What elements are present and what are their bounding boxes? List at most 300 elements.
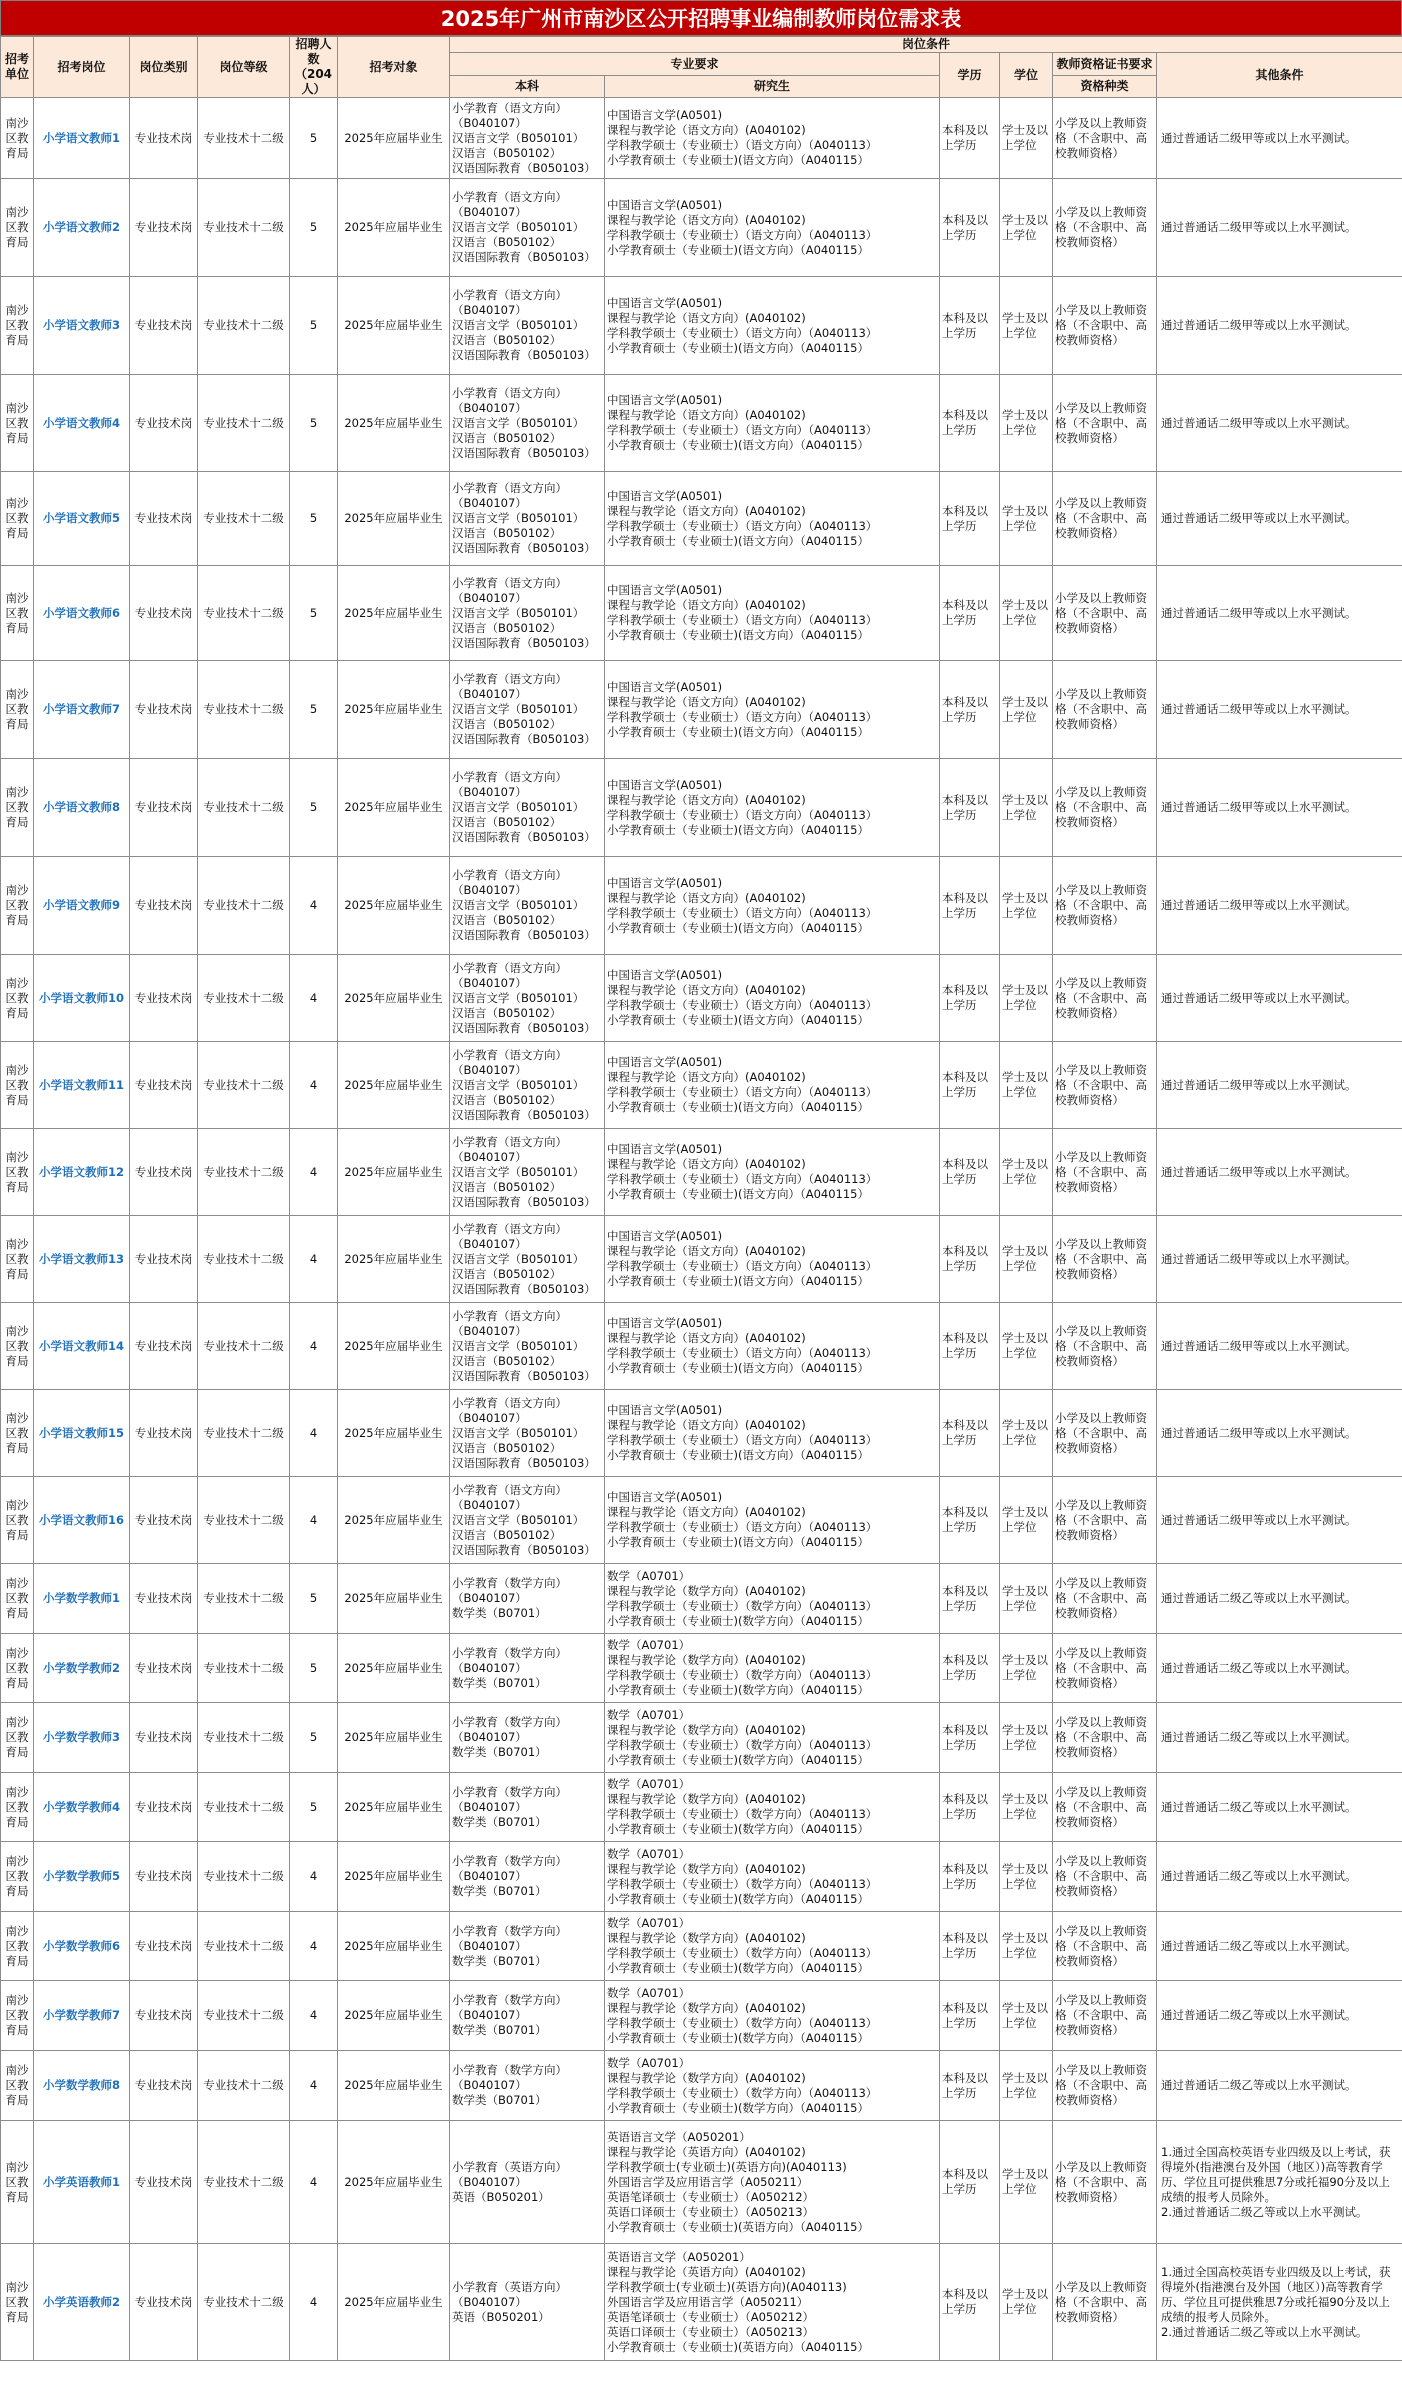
cell-other: 通过普通话二级乙等或以上水平测试。 (1157, 1564, 1402, 1634)
table-row (1, 955, 1402, 1042)
table-header (1, 37, 1402, 98)
cell-count: 4 (290, 1842, 338, 1912)
cell-count: 5 (290, 1634, 338, 1703)
table-row (1, 1634, 1402, 1703)
cell-other: 通过普通话二级甲等或以上水平测试。 (1157, 1477, 1402, 1564)
table-row (1, 1703, 1402, 1773)
cell-undergrad: 小学教育（英语方向） （B040107） 英语（B050201） (450, 2121, 605, 2244)
cell-unit: 南沙 区教 育局 (1, 2244, 34, 2361)
cell-degree: 学士及以 上学位 (1000, 2051, 1053, 2121)
header-conditions: 岗位条件 (450, 37, 1402, 53)
cell-undergrad: 小学教育（语文方向） （B040107） 汉语言文学（B050101） 汉语言（B050102） 汉语国际教育（B050103） (450, 179, 605, 277)
table-row (1, 566, 1402, 661)
cell-category: 专业技术岗 (130, 1042, 198, 1129)
cell-undergrad: 小学教育（语文方向） （B040107） 汉语言文学（B050101） 汉语言（B050102） 汉语国际教育（B050103） (450, 277, 605, 375)
cell-unit: 南沙 区教 育局 (1, 1703, 34, 1773)
cell-grade: 专业技术十二级 (198, 1129, 290, 1216)
cell-unit: 南沙 区教 育局 (1, 759, 34, 857)
cell-undergrad: 小学教育（数学方向） （B040107） 数学类（B0701） (450, 1912, 605, 1981)
cell-unit: 南沙 区教 育局 (1, 2121, 34, 2244)
cell-other: 通过普通话二级甲等或以上水平测试。 (1157, 1216, 1402, 1303)
cell-degree: 学士及以 上学位 (1000, 1216, 1053, 1303)
cell-cert: 小学及以上教师资 格（不含职中、高 校教师资格） (1053, 1042, 1157, 1129)
cell-grad: 英语语言文学（A050201） 课程与教学论（英语方向）(A040102) 学科教学硕士(专业硕士)(英语方向)(A040113) 外国语言学及应用语言学（A050211） 英语笔译硕士（专业硕士）（A050212） 英语口译硕士（专业硕士）（A050213） 小学教育硕士（专业硕士)(英语方向）（A040115） (605, 2244, 940, 2361)
cell-education: 本科及以 上学历 (940, 1912, 1000, 1981)
cell-undergrad: 小学教育（语文方向） （B040107） 汉语言文学（B050101） 汉语言（B050102） 汉语国际教育（B050103） (450, 661, 605, 759)
table-row (1, 1129, 1402, 1216)
header-cert: 教师资格证书要求 (1053, 53, 1157, 76)
cell-grad: 中国语言文学(A0501) 课程与教学论（语文方向）(A040102) 学科教学硕士（专业硕士）（语文方向）（A040113） 小学教育硕士（专业硕士)(语文方向）（A040115） (605, 1129, 940, 1216)
cell-grade: 专业技术十二级 (198, 1703, 290, 1773)
cell-degree: 学士及以 上学位 (1000, 1981, 1053, 2051)
table-row (1, 472, 1402, 566)
header-position: 招考岗位 (34, 37, 130, 98)
cell-count: 5 (290, 661, 338, 759)
cell-undergrad: 小学教育（语文方向） （B040107） 汉语言文学（B050101） 汉语言（B050102） 汉语国际教育（B050103） (450, 98, 605, 179)
cell-education: 本科及以 上学历 (940, 375, 1000, 472)
cell-undergrad: 小学教育（数学方向） （B040107） 数学类（B0701） (450, 1634, 605, 1703)
cell-cert: 小学及以上教师资 格（不含职中、高 校教师资格） (1053, 1842, 1157, 1912)
cell-count: 4 (290, 1912, 338, 1981)
cell-grade: 专业技术十二级 (198, 661, 290, 759)
cell-undergrad: 小学教育（语文方向） （B040107） 汉语言文学（B050101） 汉语言（B050102） 汉语国际教育（B050103） (450, 566, 605, 661)
cell-unit: 南沙 区教 育局 (1, 955, 34, 1042)
cell-position: 小学语文教师2 (34, 179, 130, 277)
cell-education: 本科及以 上学历 (940, 1842, 1000, 1912)
header-unit: 招考 单位 (1, 37, 34, 98)
cell-education: 本科及以 上学历 (940, 1981, 1000, 2051)
cell-education: 本科及以 上学历 (940, 1634, 1000, 1703)
cell-target: 2025年应届毕业生 (338, 1129, 450, 1216)
cell-degree: 学士及以 上学位 (1000, 759, 1053, 857)
cell-position: 小学语文教师16 (34, 1477, 130, 1564)
cell-category: 专业技术岗 (130, 375, 198, 472)
cell-position: 小学语文教师11 (34, 1042, 130, 1129)
cell-unit: 南沙 区教 育局 (1, 661, 34, 759)
header-target: 招考对象 (338, 37, 450, 98)
table-row (1, 1564, 1402, 1634)
cell-position: 小学语文教师8 (34, 759, 130, 857)
cell-other: 通过普通话二级乙等或以上水平测试。 (1157, 1773, 1402, 1842)
cell-degree: 学士及以 上学位 (1000, 1912, 1053, 1981)
cell-undergrad: 小学教育（语文方向） （B040107） 汉语言文学（B050101） 汉语言（B050102） 汉语国际教育（B050103） (450, 1477, 605, 1564)
cell-grade: 专业技术十二级 (198, 2244, 290, 2361)
cell-position: 小学语文教师5 (34, 472, 130, 566)
cell-unit: 南沙 区教 育局 (1, 2051, 34, 2121)
cell-grad: 中国语言文学(A0501) 课程与教学论（语文方向）(A040102) 学科教学硕士（专业硕士）（语文方向）（A040113） 小学教育硕士（专业硕士)(语文方向）（A040115） (605, 277, 940, 375)
cell-education: 本科及以 上学历 (940, 2051, 1000, 2121)
cell-cert: 小学及以上教师资 格（不含职中、高 校教师资格） (1053, 98, 1157, 179)
cell-other: 通过普通话二级甲等或以上水平测试。 (1157, 375, 1402, 472)
header-cert-type: 资格种类 (1053, 76, 1157, 98)
cell-cert: 小学及以上教师资 格（不含职中、高 校教师资格） (1053, 566, 1157, 661)
cell-category: 专业技术岗 (130, 1303, 198, 1390)
cell-undergrad: 小学教育（数学方向） （B040107） 数学类（B0701） (450, 1564, 605, 1634)
cell-position: 小学语文教师3 (34, 277, 130, 375)
cell-position: 小学数学教师4 (34, 1773, 130, 1842)
cell-other: 通过普通话二级甲等或以上水平测试。 (1157, 857, 1402, 955)
cell-cert: 小学及以上教师资 格（不含职中、高 校教师资格） (1053, 1216, 1157, 1303)
cell-education: 本科及以 上学历 (940, 179, 1000, 277)
cell-grade: 专业技术十二级 (198, 1477, 290, 1564)
cell-undergrad: 小学教育（语文方向） （B040107） 汉语言文学（B050101） 汉语言（B050102） 汉语国际教育（B050103） (450, 472, 605, 566)
cell-count: 5 (290, 1703, 338, 1773)
header-grad: 研究生 (605, 76, 940, 98)
cell-cert: 小学及以上教师资 格（不含职中、高 校教师资格） (1053, 1981, 1157, 2051)
cell-position: 小学数学教师3 (34, 1703, 130, 1773)
cell-category: 专业技术岗 (130, 1773, 198, 1842)
cell-grad: 数学（A0701） 课程与教学论（数学方向）(A040102) 学科教学硕士（专业硕士）（数学方向）（A040113） 小学教育硕士（专业硕士)(数学方向）（A040115） (605, 1564, 940, 1634)
cell-grad: 数学（A0701） 课程与教学论（数学方向）(A040102) 学科教学硕士（专业硕士）（数学方向）（A040113） 小学教育硕士（专业硕士)(数学方向）（A040115） (605, 1912, 940, 1981)
cell-grad: 英语语言文学（A050201） 课程与教学论（英语方向）(A040102) 学科教学硕士(专业硕士)(英语方向)(A040113) 外国语言学及应用语言学（A050211） 英语笔译硕士（专业硕士）（A050212） 英语口译硕士（专业硕士）（A050213） 小学教育硕士（专业硕士)(英语方向）（A040115） (605, 2121, 940, 2244)
cell-degree: 学士及以 上学位 (1000, 1303, 1053, 1390)
cell-other: 通过普通话二级甲等或以上水平测试。 (1157, 277, 1402, 375)
cell-grad: 数学（A0701） 课程与教学论（数学方向）(A040102) 学科教学硕士（专业硕士）（数学方向）（A040113） 小学教育硕士（专业硕士)(数学方向）（A040115） (605, 1703, 940, 1773)
cell-unit: 南沙 区教 育局 (1, 1216, 34, 1303)
cell-other: 1.通过全国高校英语专业四级及以上考试，获得境外(指港澳台及外国（地区）)高等教育学历、学位且可提供雅思7分或托福90分及以上成绩的报考人员除外。 2.通过普通话二级乙等或以上水平测试。 (1157, 2121, 1402, 2244)
cell-other: 通过普通话二级甲等或以上水平测试。 (1157, 1129, 1402, 1216)
cell-target: 2025年应届毕业生 (338, 1390, 450, 1477)
cell-degree: 学士及以 上学位 (1000, 1129, 1053, 1216)
cell-other: 通过普通话二级甲等或以上水平测试。 (1157, 566, 1402, 661)
cell-grad: 中国语言文学(A0501) 课程与教学论（语文方向）(A040102) 学科教学硕士（专业硕士）（语文方向）（A040113） 小学教育硕士（专业硕士)(语文方向）（A040115） (605, 1303, 940, 1390)
cell-unit: 南沙 区教 育局 (1, 1842, 34, 1912)
cell-count: 4 (290, 1216, 338, 1303)
cell-unit: 南沙 区教 育局 (1, 472, 34, 566)
cell-category: 专业技术岗 (130, 1390, 198, 1477)
cell-education: 本科及以 上学历 (940, 955, 1000, 1042)
cell-grade: 专业技术十二级 (198, 179, 290, 277)
table-row (1, 1912, 1402, 1981)
cell-education: 本科及以 上学历 (940, 1042, 1000, 1129)
cell-unit: 南沙 区教 育局 (1, 857, 34, 955)
cell-other: 通过普通话二级乙等或以上水平测试。 (1157, 2051, 1402, 2121)
table-row (1, 1773, 1402, 1842)
cell-degree: 学士及以 上学位 (1000, 277, 1053, 375)
cell-undergrad: 小学教育（英语方向） （B040107） 英语（B050201） (450, 2244, 605, 2361)
table-row (1, 759, 1402, 857)
cell-count: 4 (290, 1303, 338, 1390)
cell-grad: 数学（A0701） 课程与教学论（数学方向）(A040102) 学科教学硕士（专业硕士）（数学方向）（A040113） 小学教育硕士（专业硕士)(数学方向）（A040115） (605, 1981, 940, 2051)
cell-count: 4 (290, 2244, 338, 2361)
table-row (1, 1390, 1402, 1477)
cell-grad: 中国语言文学(A0501) 课程与教学论（语文方向）(A040102) 学科教学硕士（专业硕士）（语文方向）（A040113） 小学教育硕士（专业硕士)(语文方向）（A040115） (605, 759, 940, 857)
cell-position: 小学语文教师12 (34, 1129, 130, 1216)
cell-other: 通过普通话二级甲等或以上水平测试。 (1157, 1042, 1402, 1129)
table-row (1, 98, 1402, 179)
cell-target: 2025年应届毕业生 (338, 2121, 450, 2244)
cell-degree: 学士及以 上学位 (1000, 1564, 1053, 1634)
cell-grade: 专业技术十二级 (198, 1912, 290, 1981)
cell-education: 本科及以 上学历 (940, 1703, 1000, 1773)
cell-cert: 小学及以上教师资 格（不含职中、高 校教师资格） (1053, 1303, 1157, 1390)
cell-grade: 专业技术十二级 (198, 2121, 290, 2244)
cell-grad: 数学（A0701） 课程与教学论（数学方向）(A040102) 学科教学硕士（专业硕士）（数学方向）（A040113） 小学教育硕士（专业硕士)(数学方向）（A040115） (605, 2051, 940, 2121)
cell-undergrad: 小学教育（语文方向） （B040107） 汉语言文学（B050101） 汉语言（B050102） 汉语国际教育（B050103） (450, 1129, 605, 1216)
cell-position: 小学语文教师15 (34, 1390, 130, 1477)
cell-grad: 中国语言文学(A0501) 课程与教学论（语文方向）(A040102) 学科教学硕士（专业硕士）（语文方向）（A040113） 小学教育硕士（专业硕士)(语文方向）（A040115） (605, 857, 940, 955)
cell-grade: 专业技术十二级 (198, 1303, 290, 1390)
cell-cert: 小学及以上教师资 格（不含职中、高 校教师资格） (1053, 2121, 1157, 2244)
cell-target: 2025年应届毕业生 (338, 857, 450, 955)
position-table (0, 36, 1402, 2361)
cell-unit: 南沙 区教 育局 (1, 1912, 34, 1981)
page-title: 2025年广州市南沙区公开招聘事业编制教师岗位需求表 (0, 0, 1402, 36)
cell-count: 4 (290, 1477, 338, 1564)
cell-undergrad: 小学教育（数学方向） （B040107） 数学类（B0701） (450, 1703, 605, 1773)
cell-degree: 学士及以 上学位 (1000, 1703, 1053, 1773)
cell-undergrad: 小学教育（语文方向） （B040107） 汉语言文学（B050101） 汉语言（B050102） 汉语国际教育（B050103） (450, 759, 605, 857)
header-degree: 学位 (1000, 53, 1053, 98)
cell-unit: 南沙 区教 育局 (1, 1390, 34, 1477)
cell-position: 小学英语教师1 (34, 2121, 130, 2244)
cell-grad: 中国语言文学(A0501) 课程与教学论（语文方向）(A040102) 学科教学硕士（专业硕士）（语文方向）（A040113） 小学教育硕士（专业硕士)(语文方向）（A040115） (605, 1216, 940, 1303)
cell-education: 本科及以 上学历 (940, 1303, 1000, 1390)
cell-grade: 专业技术十二级 (198, 1842, 290, 1912)
cell-position: 小学语文教师1 (34, 98, 130, 179)
cell-category: 专业技术岗 (130, 472, 198, 566)
cell-cert: 小学及以上教师资 格（不含职中、高 校教师资格） (1053, 759, 1157, 857)
cell-undergrad: 小学教育（数学方向） （B040107） 数学类（B0701） (450, 1981, 605, 2051)
cell-position: 小学数学教师1 (34, 1564, 130, 1634)
cell-cert: 小学及以上教师资 格（不含职中、高 校教师资格） (1053, 661, 1157, 759)
cell-count: 5 (290, 98, 338, 179)
cell-count: 4 (290, 857, 338, 955)
cell-cert: 小学及以上教师资 格（不含职中、高 校教师资格） (1053, 179, 1157, 277)
cell-other: 通过普通话二级乙等或以上水平测试。 (1157, 1703, 1402, 1773)
cell-category: 专业技术岗 (130, 661, 198, 759)
cell-grade: 专业技术十二级 (198, 759, 290, 857)
cell-unit: 南沙 区教 育局 (1, 566, 34, 661)
cell-unit: 南沙 区教 育局 (1, 1564, 34, 1634)
cell-target: 2025年应届毕业生 (338, 1981, 450, 2051)
cell-target: 2025年应届毕业生 (338, 2244, 450, 2361)
cell-grade: 专业技术十二级 (198, 1634, 290, 1703)
table-row (1, 1042, 1402, 1129)
cell-position: 小学语文教师9 (34, 857, 130, 955)
cell-category: 专业技术岗 (130, 1216, 198, 1303)
cell-target: 2025年应届毕业生 (338, 1703, 450, 1773)
cell-category: 专业技术岗 (130, 179, 198, 277)
cell-position: 小学数学教师7 (34, 1981, 130, 2051)
table-row (1, 2051, 1402, 2121)
cell-grad: 中国语言文学(A0501) 课程与教学论（语文方向）(A040102) 学科教学硕士（专业硕士）（语文方向）（A040113） 小学教育硕士（专业硕士)(语文方向）（A040115） (605, 179, 940, 277)
cell-count: 5 (290, 759, 338, 857)
cell-grade: 专业技术十二级 (198, 375, 290, 472)
cell-unit: 南沙 区教 育局 (1, 98, 34, 179)
cell-position: 小学语文教师4 (34, 375, 130, 472)
cell-education: 本科及以 上学历 (940, 857, 1000, 955)
cell-other: 通过普通话二级乙等或以上水平测试。 (1157, 1981, 1402, 2051)
cell-target: 2025年应届毕业生 (338, 179, 450, 277)
cell-undergrad: 小学教育（数学方向） （B040107） 数学类（B0701） (450, 1773, 605, 1842)
table-row (1, 277, 1402, 375)
cell-cert: 小学及以上教师资 格（不含职中、高 校教师资格） (1053, 2244, 1157, 2361)
cell-target: 2025年应届毕业生 (338, 472, 450, 566)
cell-grad: 数学（A0701） 课程与教学论（数学方向）(A040102) 学科教学硕士（专业硕士）（数学方向）（A040113） 小学教育硕士（专业硕士)(数学方向）（A040115） (605, 1634, 940, 1703)
cell-category: 专业技术岗 (130, 955, 198, 1042)
cell-degree: 学士及以 上学位 (1000, 1842, 1053, 1912)
cell-other: 通过普通话二级甲等或以上水平测试。 (1157, 1303, 1402, 1390)
cell-undergrad: 小学教育（语文方向） （B040107） 汉语言文学（B050101） 汉语言（B050102） 汉语国际教育（B050103） (450, 955, 605, 1042)
cell-unit: 南沙 区教 育局 (1, 277, 34, 375)
table-row (1, 1842, 1402, 1912)
cell-target: 2025年应届毕业生 (338, 1773, 450, 1842)
cell-education: 本科及以 上学历 (940, 1216, 1000, 1303)
cell-position: 小学数学教师6 (34, 1912, 130, 1981)
cell-education: 本科及以 上学历 (940, 661, 1000, 759)
cell-grad: 数学（A0701） 课程与教学论（数学方向）(A040102) 学科教学硕士（专业硕士）（数学方向）（A040113） 小学教育硕士（专业硕士)(数学方向）（A040115） (605, 1842, 940, 1912)
cell-target: 2025年应届毕业生 (338, 2051, 450, 2121)
cell-cert: 小学及以上教师资 格（不含职中、高 校教师资格） (1053, 1703, 1157, 1773)
cell-cert: 小学及以上教师资 格（不含职中、高 校教师资格） (1053, 857, 1157, 955)
cell-undergrad: 小学教育（语文方向） （B040107） 汉语言文学（B050101） 汉语言（B050102） 汉语国际教育（B050103） (450, 1216, 605, 1303)
cell-unit: 南沙 区教 育局 (1, 1634, 34, 1703)
cell-count: 5 (290, 1773, 338, 1842)
cell-grad: 中国语言文学(A0501) 课程与教学论（语文方向）(A040102) 学科教学硕士（专业硕士）（语文方向）（A040113） 小学教育硕士（专业硕士)(语文方向）（A040115） (605, 955, 940, 1042)
cell-unit: 南沙 区教 育局 (1, 179, 34, 277)
cell-other: 通过普通话二级乙等或以上水平测试。 (1157, 1912, 1402, 1981)
cell-degree: 学士及以 上学位 (1000, 375, 1053, 472)
cell-target: 2025年应届毕业生 (338, 1042, 450, 1129)
cell-target: 2025年应届毕业生 (338, 1216, 450, 1303)
cell-degree: 学士及以 上学位 (1000, 98, 1053, 179)
cell-other: 通过普通话二级甲等或以上水平测试。 (1157, 179, 1402, 277)
cell-unit: 南沙 区教 育局 (1, 1042, 34, 1129)
cell-count: 4 (290, 2051, 338, 2121)
cell-education: 本科及以 上学历 (940, 98, 1000, 179)
cell-target: 2025年应届毕业生 (338, 375, 450, 472)
cell-other: 通过普通话二级乙等或以上水平测试。 (1157, 1842, 1402, 1912)
header-count: 招聘人数 （204人） (290, 37, 338, 98)
table-row (1, 1303, 1402, 1390)
cell-education: 本科及以 上学历 (940, 1773, 1000, 1842)
cell-undergrad: 小学教育（语文方向） （B040107） 汉语言文学（B050101） 汉语言（B050102） 汉语国际教育（B050103） (450, 1303, 605, 1390)
table-row (1, 2121, 1402, 2244)
cell-unit: 南沙 区教 育局 (1, 375, 34, 472)
cell-education: 本科及以 上学历 (940, 2121, 1000, 2244)
cell-cert: 小学及以上教师资 格（不含职中、高 校教师资格） (1053, 1773, 1157, 1842)
cell-category: 专业技术岗 (130, 1634, 198, 1703)
cell-category: 专业技术岗 (130, 759, 198, 857)
cell-degree: 学士及以 上学位 (1000, 1390, 1053, 1477)
cell-other: 通过普通话二级甲等或以上水平测试。 (1157, 1390, 1402, 1477)
cell-target: 2025年应届毕业生 (338, 1303, 450, 1390)
cell-degree: 学士及以 上学位 (1000, 1042, 1053, 1129)
cell-count: 4 (290, 955, 338, 1042)
cell-grade: 专业技术十二级 (198, 1773, 290, 1842)
cell-grade: 专业技术十二级 (198, 1390, 290, 1477)
cell-degree: 学士及以 上学位 (1000, 179, 1053, 277)
cell-degree: 学士及以 上学位 (1000, 472, 1053, 566)
cell-grade: 专业技术十二级 (198, 98, 290, 179)
cell-category: 专业技术岗 (130, 1981, 198, 2051)
cell-count: 5 (290, 472, 338, 566)
cell-undergrad: 小学教育（数学方向） （B040107） 数学类（B0701） (450, 1842, 605, 1912)
cell-count: 4 (290, 1981, 338, 2051)
table-row (1, 1981, 1402, 2051)
cell-grade: 专业技术十二级 (198, 1042, 290, 1129)
cell-target: 2025年应届毕业生 (338, 1912, 450, 1981)
cell-grad: 中国语言文学(A0501) 课程与教学论（语文方向）(A040102) 学科教学硕士（专业硕士）（语文方向）（A040113） 小学教育硕士（专业硕士)(语文方向）（A040115） (605, 98, 940, 179)
cell-count: 5 (290, 1564, 338, 1634)
cell-category: 专业技术岗 (130, 857, 198, 955)
cell-other: 通过普通话二级甲等或以上水平测试。 (1157, 98, 1402, 179)
table-row (1, 1477, 1402, 1564)
cell-count: 5 (290, 277, 338, 375)
cell-undergrad: 小学教育（语文方向） （B040107） 汉语言文学（B050101） 汉语言（B050102） 汉语国际教育（B050103） (450, 375, 605, 472)
table-row (1, 1216, 1402, 1303)
cell-unit: 南沙 区教 育局 (1, 1477, 34, 1564)
cell-undergrad: 小学教育（数学方向） （B040107） 数学类（B0701） (450, 2051, 605, 2121)
cell-education: 本科及以 上学历 (940, 1390, 1000, 1477)
cell-unit: 南沙 区教 育局 (1, 1129, 34, 1216)
cell-cert: 小学及以上教师资 格（不含职中、高 校教师资格） (1053, 375, 1157, 472)
cell-education: 本科及以 上学历 (940, 277, 1000, 375)
cell-count: 4 (290, 1042, 338, 1129)
cell-grade: 专业技术十二级 (198, 857, 290, 955)
table-body (1, 98, 1402, 2361)
header-undergrad: 本科 (450, 76, 605, 98)
cell-grade: 专业技术十二级 (198, 2051, 290, 2121)
cell-education: 本科及以 上学历 (940, 1477, 1000, 1564)
table-row (1, 661, 1402, 759)
cell-other: 通过普通话二级甲等或以上水平测试。 (1157, 472, 1402, 566)
cell-grad: 数学（A0701） 课程与教学论（数学方向）(A040102) 学科教学硕士（专业硕士）（数学方向）（A040113） 小学教育硕士（专业硕士)(数学方向）（A040115） (605, 1773, 940, 1842)
table-row (1, 2244, 1402, 2361)
cell-grade: 专业技术十二级 (198, 1981, 290, 2051)
cell-grade: 专业技术十二级 (198, 277, 290, 375)
cell-target: 2025年应届毕业生 (338, 759, 450, 857)
header-grade: 岗位等级 (198, 37, 290, 98)
cell-target: 2025年应届毕业生 (338, 1842, 450, 1912)
cell-education: 本科及以 上学历 (940, 472, 1000, 566)
header-major: 专业要求 (450, 53, 940, 76)
cell-position: 小学语文教师7 (34, 661, 130, 759)
cell-grade: 专业技术十二级 (198, 566, 290, 661)
cell-position: 小学语文教师14 (34, 1303, 130, 1390)
cell-category: 专业技术岗 (130, 1564, 198, 1634)
cell-other: 1.通过全国高校英语专业四级及以上考试，获得境外(指港澳台及外国（地区）)高等教育学历、学位且可提供雅思7分或托福90分及以上成绩的报考人员除外。 2.通过普通话二级乙等或以上水平测试。 (1157, 2244, 1402, 2361)
cell-undergrad: 小学教育（语文方向） （B040107） 汉语言文学（B050101） 汉语言（B050102） 汉语国际教育（B050103） (450, 1390, 605, 1477)
cell-grade: 专业技术十二级 (198, 955, 290, 1042)
cell-category: 专业技术岗 (130, 277, 198, 375)
cell-cert: 小学及以上教师资 格（不含职中、高 校教师资格） (1053, 472, 1157, 566)
cell-education: 本科及以 上学历 (940, 759, 1000, 857)
cell-category: 专业技术岗 (130, 1129, 198, 1216)
cell-degree: 学士及以 上学位 (1000, 955, 1053, 1042)
cell-target: 2025年应届毕业生 (338, 661, 450, 759)
cell-count: 4 (290, 1129, 338, 1216)
cell-degree: 学士及以 上学位 (1000, 1477, 1053, 1564)
cell-grad: 中国语言文学(A0501) 课程与教学论（语文方向）(A040102) 学科教学硕士（专业硕士）（语文方向）（A040113） 小学教育硕士（专业硕士)(语文方向）（A040115） (605, 661, 940, 759)
cell-cert: 小学及以上教师资 格（不含职中、高 校教师资格） (1053, 1564, 1157, 1634)
header-other: 其他条件 (1157, 53, 1402, 98)
table-row (1, 857, 1402, 955)
cell-target: 2025年应届毕业生 (338, 1634, 450, 1703)
cell-category: 专业技术岗 (130, 2121, 198, 2244)
cell-position: 小学语文教师13 (34, 1216, 130, 1303)
cell-position: 小学语文教师6 (34, 566, 130, 661)
cell-position: 小学数学教师2 (34, 1634, 130, 1703)
cell-education: 本科及以 上学历 (940, 1564, 1000, 1634)
cell-degree: 学士及以 上学位 (1000, 661, 1053, 759)
cell-count: 4 (290, 2121, 338, 2244)
cell-count: 5 (290, 566, 338, 661)
cell-other: 通过普通话二级乙等或以上水平测试。 (1157, 1634, 1402, 1703)
cell-undergrad: 小学教育（语文方向） （B040107） 汉语言文学（B050101） 汉语言（B050102） 汉语国际教育（B050103） (450, 857, 605, 955)
cell-undergrad: 小学教育（语文方向） （B040107） 汉语言文学（B050101） 汉语言（B050102） 汉语国际教育（B050103） (450, 1042, 605, 1129)
